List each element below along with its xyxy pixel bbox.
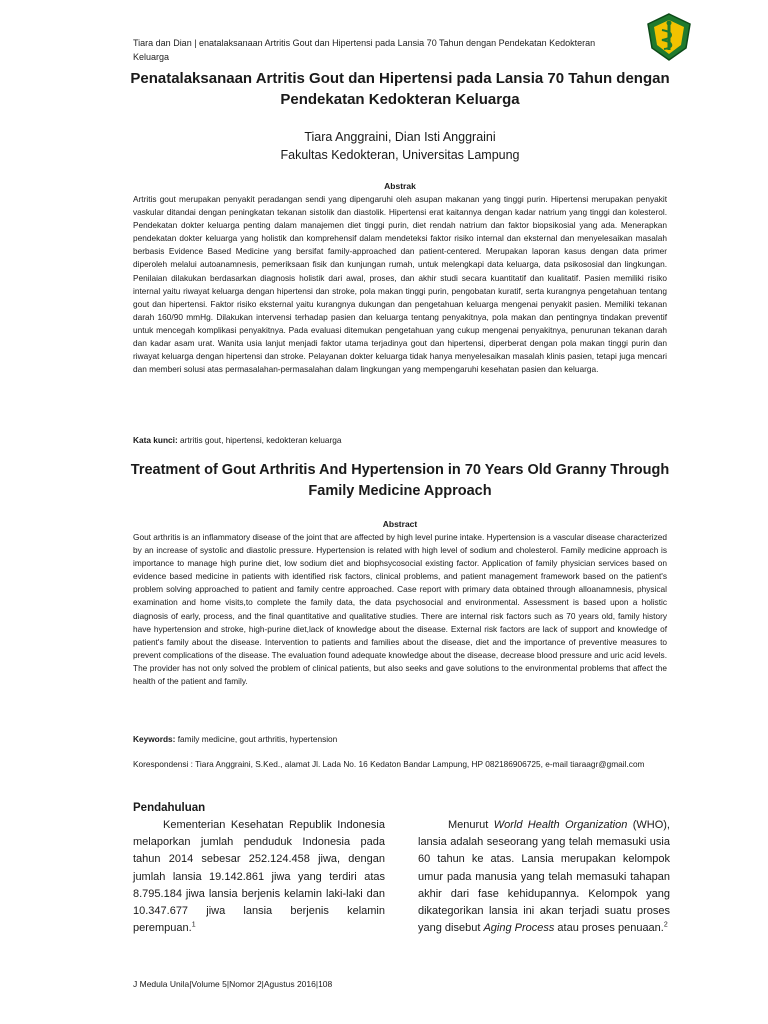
affiliation: Fakultas Kedokteran, Universitas Lampung: [280, 148, 520, 162]
abstrak-text: Artritis gout merupakan penyakit peradangan sendi yang dipengaruhi oleh asupan makanan yang tinggi purin. Hipertensi merupakan penyakit vaskular ditandai dengan peningkatan tekanan sistolik dan diastolik. Hipertensi erat kaitannya dengan kadar natrium yang tinggi dan kolesterol. Pendekatan dokter keluarga penting dalam manajemen diet tinggi purin, diet rendah natrium dan faktor biopsikosial yang ada. Menerapkan pendekatan dokter keluarga yang holistik dan komprehensif dalam mendeteksi faktor risiko internal dan eksternal dan menyelesaikan masalah berbasis Evidence Based Medicine yang bersifat family-approached dan patient-centered. Merupakan laporan kasus dengan data primer diperoleh melalui autoanamnesis, pemeriksaan fisik dan kunjungan rumah, untuk melengkapi data keluarga, data psikososial dan lingkungan. Penilaian dilakukan berdasarkan diagnosis holistik dari awal, proses, dan akhir studi secara kuantitatif dan kualitatif. Pasien memiliki risiko internal yaitu riwayat keluarga dengan hipertensi dan stroke, pola makan tinggi purin, pengobatan kuratif, serta kurangnya pengetahuan tentang gout dan hipertensi. Faktor risiko eksternal yaitu kurangnya dukungan dan pengetahuan keluarga mengenai penyakit pasien. Memiliki tekanan darah 160/90 mmHg. Dilakukan intervensi terhadap pasien dan keluarga tentang penyakitnya, pola makan dan pentingnya tindakan preventif untuk mencegah komplikasi penyakitnya. Pada evaluasi ditemukan pengetahuan yang cukup mengenai penyakitnya, penurunan tekanan darah dan kadar asam urat. Wanita usia lanjut menjadi faktor utama terjadinya gout dan hipertensi, diperberat dengan pola makan tinggi purin dan riwayat keluarga dengan hipertensi dan stroke. Pelayanan dokter keluarga tidak hanya menyelesaikan masalah klinis pasien, tetapi juga mencari dan memberi solusi atas permasalahan-permasalahan dalam lingkungan yang mempengaruhi kesehatan pasien dan keluarga.: [133, 194, 667, 375]
paper-title-english: Treatment of Gout Arthritis And Hypertension in 70 Years Old Granny Through Family Medicine Approach: [130, 462, 670, 499]
intro-left-column: [133, 817, 385, 937]
keywords-values: family medicine, gout arthritis, hypertension: [175, 734, 338, 744]
page-footer: J Medula Unila|Volume 5|Nomor 2|Agustus 2016|108: [133, 979, 333, 989]
abstrak-heading: Abstrak: [384, 181, 416, 191]
intro-right-em-aging: Aging Process: [483, 922, 555, 935]
paper-title-indonesian: Penatalaksanaan Artritis Gout dan Hipertensi pada Lansia 70 Tahun dengan Pendekatan Kedokteran Keluarga: [130, 70, 670, 108]
citation-2: 2: [663, 921, 668, 929]
kata-kunci: [133, 434, 667, 446]
kata-kunci-label: Kata kunci:: [133, 435, 178, 445]
university-logo: [644, 12, 694, 62]
abstract-text: Gout arthritis is an inflammatory disease of the joint that are affected by high level purine intake. Hypertension is a vascular disease characterized by an increase of systolic and diastolic pressure. Hypertension is related with high level of sodium and cholesterol. Family medicine approach is importance to manage high purine diet, low sodium diet and biophsycosocial existing factor. Application of family physician services based on evidence based medicine in patients with identified risk factors, clinical problems, and patient management framework based on the patient's problem solving approached to patient and family centre approached. Case report with primary data obtained through alloanamnesis, physical examination and home visits,to complete the family data, the data psychosocial and environmental. Assessment is based upon a holistic diagnosis of early, process, and the final quantitative and qualitative studies. There are internal risk factors such as 70 years old, family history have hypertension and stroke, high-purine diet,lack of knowledge about the disease. External risk factors are lack of support and knowledge of patient's family about the disease. Intervention to patients and families about the disease, diet and the importance of preventive measures to prevent complications of the disease. The evaluation found adequate knowledge about the disease, decrease blood pressure and uric acid levels. The provider has not only solved the problem of clinical patients, but also seeks and gave solutions to the environmental problems that affect the health of the patient and family.: [133, 532, 667, 687]
intro-right-text-3: atau proses penuaan.: [554, 922, 664, 935]
citation-1: 1: [191, 921, 196, 929]
section-heading-pendahuluan: Pendahuluan: [133, 802, 206, 814]
running-header: Tiara dan Dian | enatalaksanaan Artritis Gout dan Hipertensi pada Lansia 70 Tahun dengan Pendekatan Kedokteran Keluarga: [133, 38, 596, 62]
abstract-heading: Abstract: [382, 519, 418, 529]
intro-right-text-1: Menurut: [448, 819, 494, 831]
intro-right-column: [418, 817, 670, 937]
keywords-label: Keywords:: [133, 734, 176, 744]
kata-kunci-values: artritis gout, hipertensi, kedokteran keluarga: [177, 435, 342, 445]
intro-right-em-who: World Health Organization: [493, 819, 628, 831]
intro-left-text: Kementerian Kesehatan Republik Indonesia melaporkan jumlah penduduk Indonesia pada tahun 2014 sebesar 252.124.458 jiwa, dengan jumlah lansia 19.142.861 jiwa yang terdiri atas 8.795.184 jiwa lansia berjenis kelamin laki-laki dan 10.347.677 jiwa lansia berjenis kelamin perempuan.: [133, 819, 385, 935]
correspondence: Korespondensi : Tiara Anggraini, S.Ked., alamat Jl. Lada No. 16 Kedaton Bandar Lampung, HP 082186906725, e-mail tiaraagr@gmail.com: [133, 759, 645, 769]
logo-emblem-icon: [644, 12, 694, 62]
keywords: [133, 733, 667, 745]
intro-right-text-2: (WHO), lansia adalah seseorang yang telah memasuki usia 60 tahun ke atas. Lansia merupakan kelompok umur pada manusia yang telah memasuki tahapan akhir dari fase kehidupannya. Kelompok yang dikategorikan lansia ini akan terjadi suatu proses yang disebut: [418, 819, 670, 935]
authors: Tiara Anggraini, Dian Isti Anggraini: [304, 130, 496, 144]
